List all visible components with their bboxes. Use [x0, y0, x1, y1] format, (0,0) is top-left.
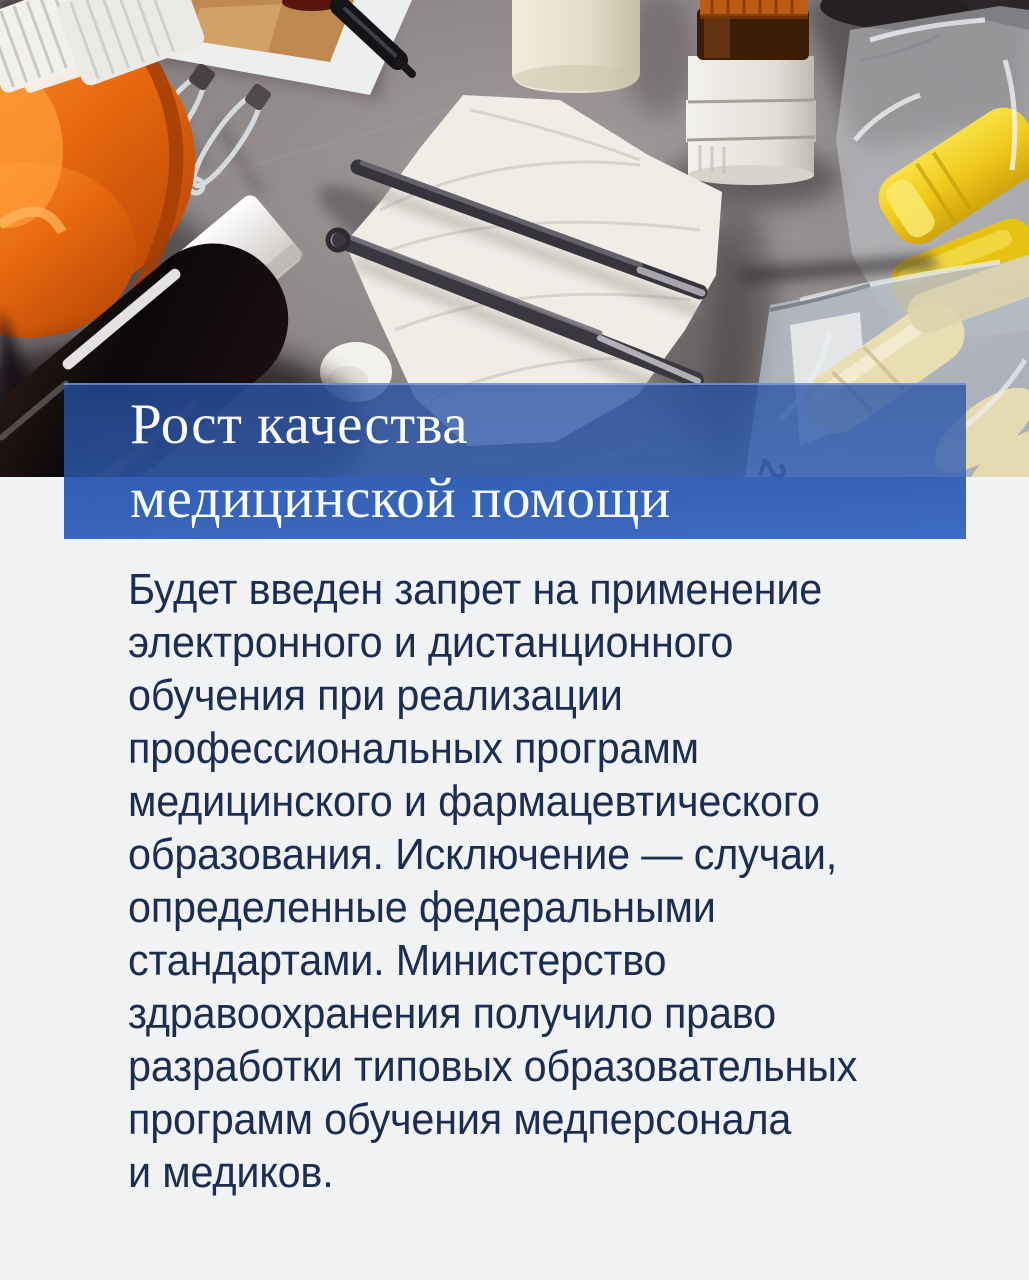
body-text-line: программ обучения медперсонала	[128, 1095, 792, 1144]
body-text-line: разработки типовых образовательных	[128, 1042, 858, 1091]
body-text-line: обучения при реализации	[128, 671, 623, 720]
body-text-line: Будет введен запрет на применение	[128, 565, 823, 614]
title-banner	[64, 383, 966, 539]
body-text-line: профессиональных программ	[128, 724, 699, 773]
body-text-line: медицинского и фармацевтического	[128, 777, 820, 826]
body-text-line: образования. Исключение — случаи,	[128, 830, 838, 879]
body-text-line: и медиков.	[128, 1148, 334, 1197]
body-text-line: электронного и дистанционного	[128, 618, 734, 667]
body-text-line: определенные федеральными	[128, 883, 716, 932]
body-text-line: стандартами. Министерство	[128, 936, 667, 985]
page-title-line-1: Рост качества	[130, 393, 469, 456]
page-title-line-2: медицинской помощи	[130, 467, 671, 530]
body-text-line: здравоохранения получило право	[128, 989, 776, 1038]
body-paragraph	[128, 563, 974, 1199]
